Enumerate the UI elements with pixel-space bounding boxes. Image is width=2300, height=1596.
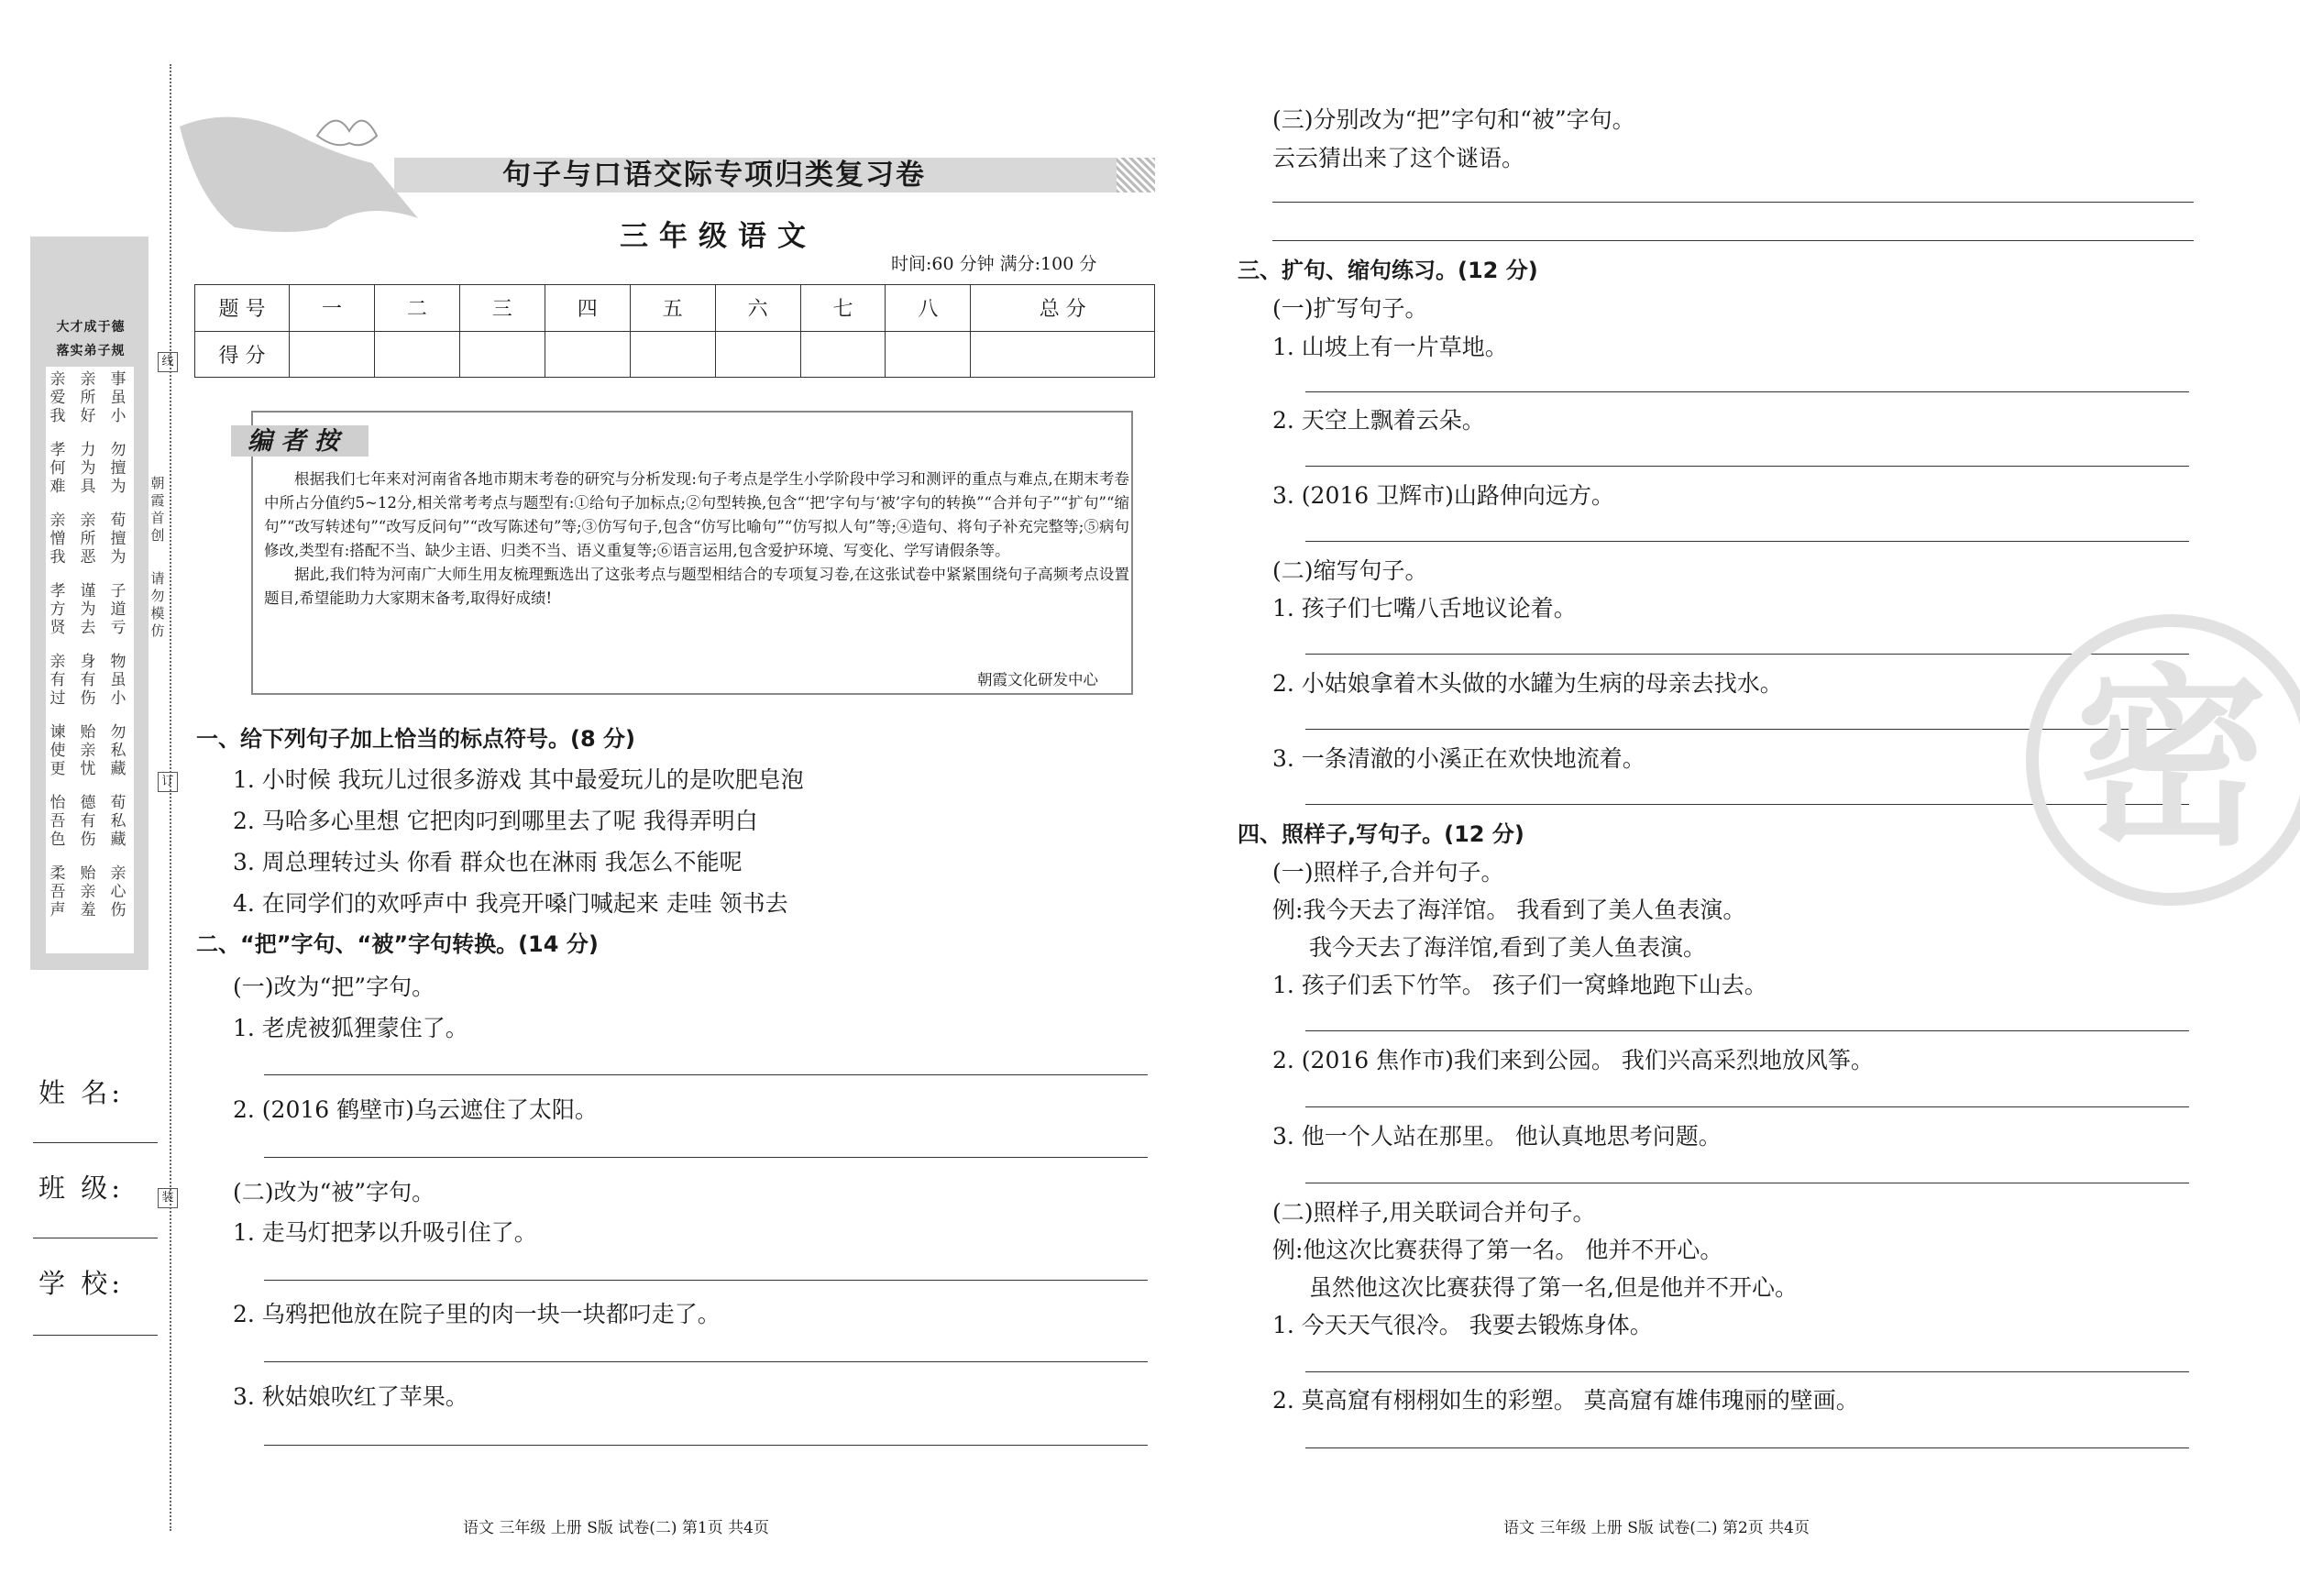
score-header-cell: 二 (374, 285, 459, 332)
q3-sub2: (二)缩写句子。 (1272, 557, 1428, 584)
answer-line[interactable] (264, 1280, 1148, 1281)
motto-column: 亲憎我 (50, 512, 66, 567)
score-header-cell: 一 (290, 285, 375, 332)
q1-item-4: 4. 在同学们的欢呼声中 我亮开嗓门喊起来 走哇 领书去 (233, 890, 788, 917)
answer-line[interactable] (1272, 202, 2194, 203)
editor-note-para-1: 根据我们七年来对河南省各地市期末考卷的研究与分析发现:句子考点是学生小学阶段中学习和测评的重点与难点,在期末考卷中所占分值约5~12分,相关常考考点与题型有:①给句子加标点;②句型转换,包含“‘把’字句与‘被’字句的转换”“合并句子”“扩句”“缩句”“改写转述句”“改写反问句”“改写陈述句”等;③仿写句子,包含“仿写比喻句”“仿写拟人句”等;④造句、将句子补充完整等;⑤病句修改,类型有:搭配不当、缺少主语、归类不当、语义重复等;⑥语言运用,包含爱护环境、写变化、学写请假条等。 (264, 470, 1130, 559)
footer-left: 语文 三年级 上册 S版 试卷(二) 第1页 共4页 (463, 1519, 769, 1537)
answer-line[interactable] (1305, 1030, 2189, 1031)
motto-column: 物虽小 (110, 653, 127, 708)
answer-line[interactable] (1305, 1371, 2189, 1372)
score-cell[interactable] (971, 331, 1155, 378)
q2-sub2: (二)改为“被”字句。 (233, 1179, 435, 1205)
name-field[interactable] (33, 1142, 158, 1143)
binding-box-2: 订 (158, 772, 178, 792)
q2-sub1: (一)改为“把”字句。 (233, 974, 435, 1000)
q4-example-1a: 例:我今天去了海洋馆。 我看到了美人鱼表演。 (1272, 897, 1746, 923)
motto-column: 勿擅为 (110, 441, 127, 496)
editor-note (248, 411, 1133, 695)
side-text-original: 朝霞首创 (150, 475, 165, 544)
motto-column: 荀擅为 (110, 512, 127, 567)
q2-sub3: (三)分别改为“把”字句和“被”字句。 (1272, 106, 1635, 133)
binding-box-1: 线 (158, 352, 178, 372)
motto-column: 孝方贤 (50, 582, 66, 637)
q4-example-2b: 虽然他这次比赛获得了第一名,但是他并不开心。 (1309, 1274, 1798, 1301)
score-header-cell: 七 (800, 285, 886, 332)
motto-column: 事虽小 (110, 370, 127, 425)
q4-sub1-item-1: 1. 孩子们丢下竹竿。 孩子们一窝蜂地跑下山去。 (1272, 972, 1767, 998)
motto-column: 亲有过 (50, 653, 66, 708)
q2-title: 二、“把”字句、“被”字句转换。(14 分) (196, 931, 599, 957)
score-header-cell: 八 (886, 285, 971, 332)
motto-column: 柔吾声 (50, 864, 66, 919)
motto-column: 谏使更 (50, 723, 66, 778)
q3-sub2-item-3: 3. 一条清澈的小溪正在欢快地流着。 (1272, 745, 1645, 772)
page-subtitle: 三年级语文 (620, 220, 817, 253)
time-score: 时间:60 分钟 满分:100 分 (891, 254, 1097, 274)
score-header-row (195, 285, 1155, 332)
answer-line[interactable] (1305, 391, 2189, 392)
class-label: 班 级: (39, 1172, 124, 1204)
confidential-seal-char: 密 (2074, 647, 2268, 872)
score-header-cell: 四 (545, 285, 630, 332)
page-title: 句子与口语交际专项归类复习卷 (502, 159, 926, 192)
q1-item-1: 1. 小时候 我玩儿过很多游戏 其中最爱玩儿的是吹肥皂泡 (233, 766, 804, 793)
score-cell[interactable] (800, 331, 886, 378)
motto-column: 贻亲忧 (80, 723, 96, 778)
motto-column: 荀私藏 (110, 794, 127, 849)
q4-sub2-item-1: 1. 今天天气很冷。 我要去锻炼身体。 (1272, 1312, 1653, 1338)
motto-column: 孝何难 (50, 441, 66, 496)
binding-line (170, 64, 171, 1531)
q2-sub3-item: 云云猜出来了这个谜语。 (1272, 145, 1525, 171)
answer-line[interactable] (264, 1361, 1148, 1362)
q4-sub1: (一)照样子,合并句子。 (1272, 859, 1504, 886)
motto-column: 子道亏 (110, 582, 127, 637)
score-cell[interactable] (459, 331, 545, 378)
motto-column: 亲所恶 (80, 512, 96, 567)
score-header-label: 题 号 (195, 285, 290, 332)
q3-sub1: (一)扩写句子。 (1272, 295, 1428, 322)
motto-column: 亲心伤 (110, 864, 127, 919)
side-text-no-copy: 请勿模仿 (150, 570, 165, 639)
score-cell[interactable] (886, 331, 971, 378)
score-cell[interactable] (630, 331, 715, 378)
q1-item-2: 2. 马哈多心里想 它把肉叼到哪里去了呢 我得弄明白 (233, 808, 758, 834)
score-header-cell: 三 (459, 285, 545, 332)
name-label: 姓 名: (39, 1077, 124, 1108)
q3-sub2-item-2: 2. 小姑娘拿着木头做的水罐为生病的母亲去找水。 (1272, 670, 1783, 697)
score-header-cell: 总 分 (971, 285, 1155, 332)
title-bar-pattern (1117, 158, 1155, 193)
score-header-cell: 六 (715, 285, 800, 332)
q4-sub1-item-3: 3. 他一个人站在那里。 他认真地思考问题。 (1272, 1123, 1722, 1150)
q2-sub2-item-2: 2. 乌鸦把他放在院子里的肉一块一块都叼走了。 (233, 1301, 721, 1327)
editor-note-signature: 朝霞文化研发中心 (977, 671, 1098, 688)
q3-title: 三、扩句、缩句练习。(12 分) (1238, 258, 1538, 283)
score-value-row (195, 331, 1155, 378)
editor-note-para-2: 据此,我们特为河南广大师生用友梳理甄选出了这张考点与题型相结合的专项复习卷,在这张试卷中紧紧围绕句子高频考点设置题目,希望能助力大家期末备考,取得好成绩! (264, 566, 1129, 607)
editor-note-label: 编 者 按 (248, 427, 339, 456)
school-label: 学 校: (39, 1268, 124, 1299)
q1-item-3: 3. 周总理转过头 你看 群众也在淋雨 我怎么不能呢 (233, 849, 743, 875)
score-header-cell: 五 (630, 285, 715, 332)
answer-line[interactable] (264, 1157, 1148, 1158)
q4-sub2-item-2: 2. 莫高窟有栩栩如生的彩塑。 莫高窟有雄伟瑰丽的壁画。 (1272, 1387, 1859, 1414)
q2-sub2-item-1: 1. 走马灯把茅以升吸引住了。 (233, 1219, 537, 1246)
q3-sub1-item-3: 3. (2016 卫辉市)山路伸向远方。 (1272, 482, 1614, 509)
q3-sub1-item-1: 1. 山坡上有一片草地。 (1272, 334, 1508, 360)
school-field[interactable] (33, 1335, 158, 1336)
motto-column: 德有伤 (80, 794, 96, 849)
motto-column: 勿私藏 (110, 723, 127, 778)
score-cell[interactable] (290, 331, 375, 378)
q4-sub1-item-2: 2. (2016 焦作市)我们来到公园。 我们兴高采烈地放风筝。 (1272, 1047, 1874, 1073)
answer-line[interactable] (1305, 1447, 2189, 1448)
score-cell[interactable] (715, 331, 800, 378)
motto-column: 亲所好 (80, 370, 96, 425)
q4-example-2a: 例:他这次比赛获得了第一名。 他并不开心。 (1272, 1237, 1723, 1263)
q4-sub2: (二)照样子,用关联词合并句子。 (1272, 1199, 1596, 1226)
q3-sub1-item-2: 2. 天空上飘着云朵。 (1272, 407, 1485, 434)
motto-column: 贻亲羞 (80, 864, 96, 919)
q2-sub2-item-3: 3. 秋姑娘吹红了苹果。 (233, 1383, 468, 1410)
motto-title-1: 大才成于德 (56, 320, 126, 335)
q3-sub2-item-1: 1. 孩子们七嘴八舌地议论着。 (1272, 595, 1577, 622)
answer-line[interactable] (264, 1074, 1148, 1075)
score-cell[interactable] (374, 331, 459, 378)
answer-line[interactable] (1305, 541, 2189, 542)
q2-sub1-item-1: 1. 老虎被狐狸蒙住了。 (233, 1015, 468, 1041)
motto-column: 力为具 (80, 441, 96, 496)
confidential-seal (2026, 614, 2300, 906)
motto-column: 亲爱我 (50, 370, 66, 425)
binding-box-3: 装 (158, 1188, 178, 1208)
score-table (194, 284, 1155, 378)
answer-line[interactable] (1305, 466, 2189, 467)
score-cell[interactable] (545, 331, 630, 378)
footer-right: 语文 三年级 上册 S版 试卷(二) 第2页 共4页 (1503, 1519, 1810, 1537)
answer-line[interactable] (1305, 1106, 2189, 1107)
answer-line[interactable] (264, 1445, 1148, 1446)
answer-line[interactable] (1272, 240, 2194, 241)
q2-sub1-item-2: 2. (2016 鹤壁市)乌云遮住了太阳。 (233, 1096, 598, 1123)
q4-title: 四、照样子,写句子。(12 分) (1238, 821, 1524, 847)
motto-title-2: 落实弟子规 (56, 344, 126, 358)
q4-example-1b: 我今天去了海洋馆,看到了美人鱼表演。 (1309, 934, 1706, 961)
motto-column: 身有伤 (80, 653, 96, 708)
motto-column: 怡吾色 (50, 794, 66, 849)
score-row-label: 得 分 (195, 331, 290, 378)
q1-title: 一、给下列句子加上恰当的标点符号。(8 分) (196, 726, 635, 752)
motto-column: 谨为去 (80, 582, 96, 637)
editor-note-body (264, 468, 1129, 611)
